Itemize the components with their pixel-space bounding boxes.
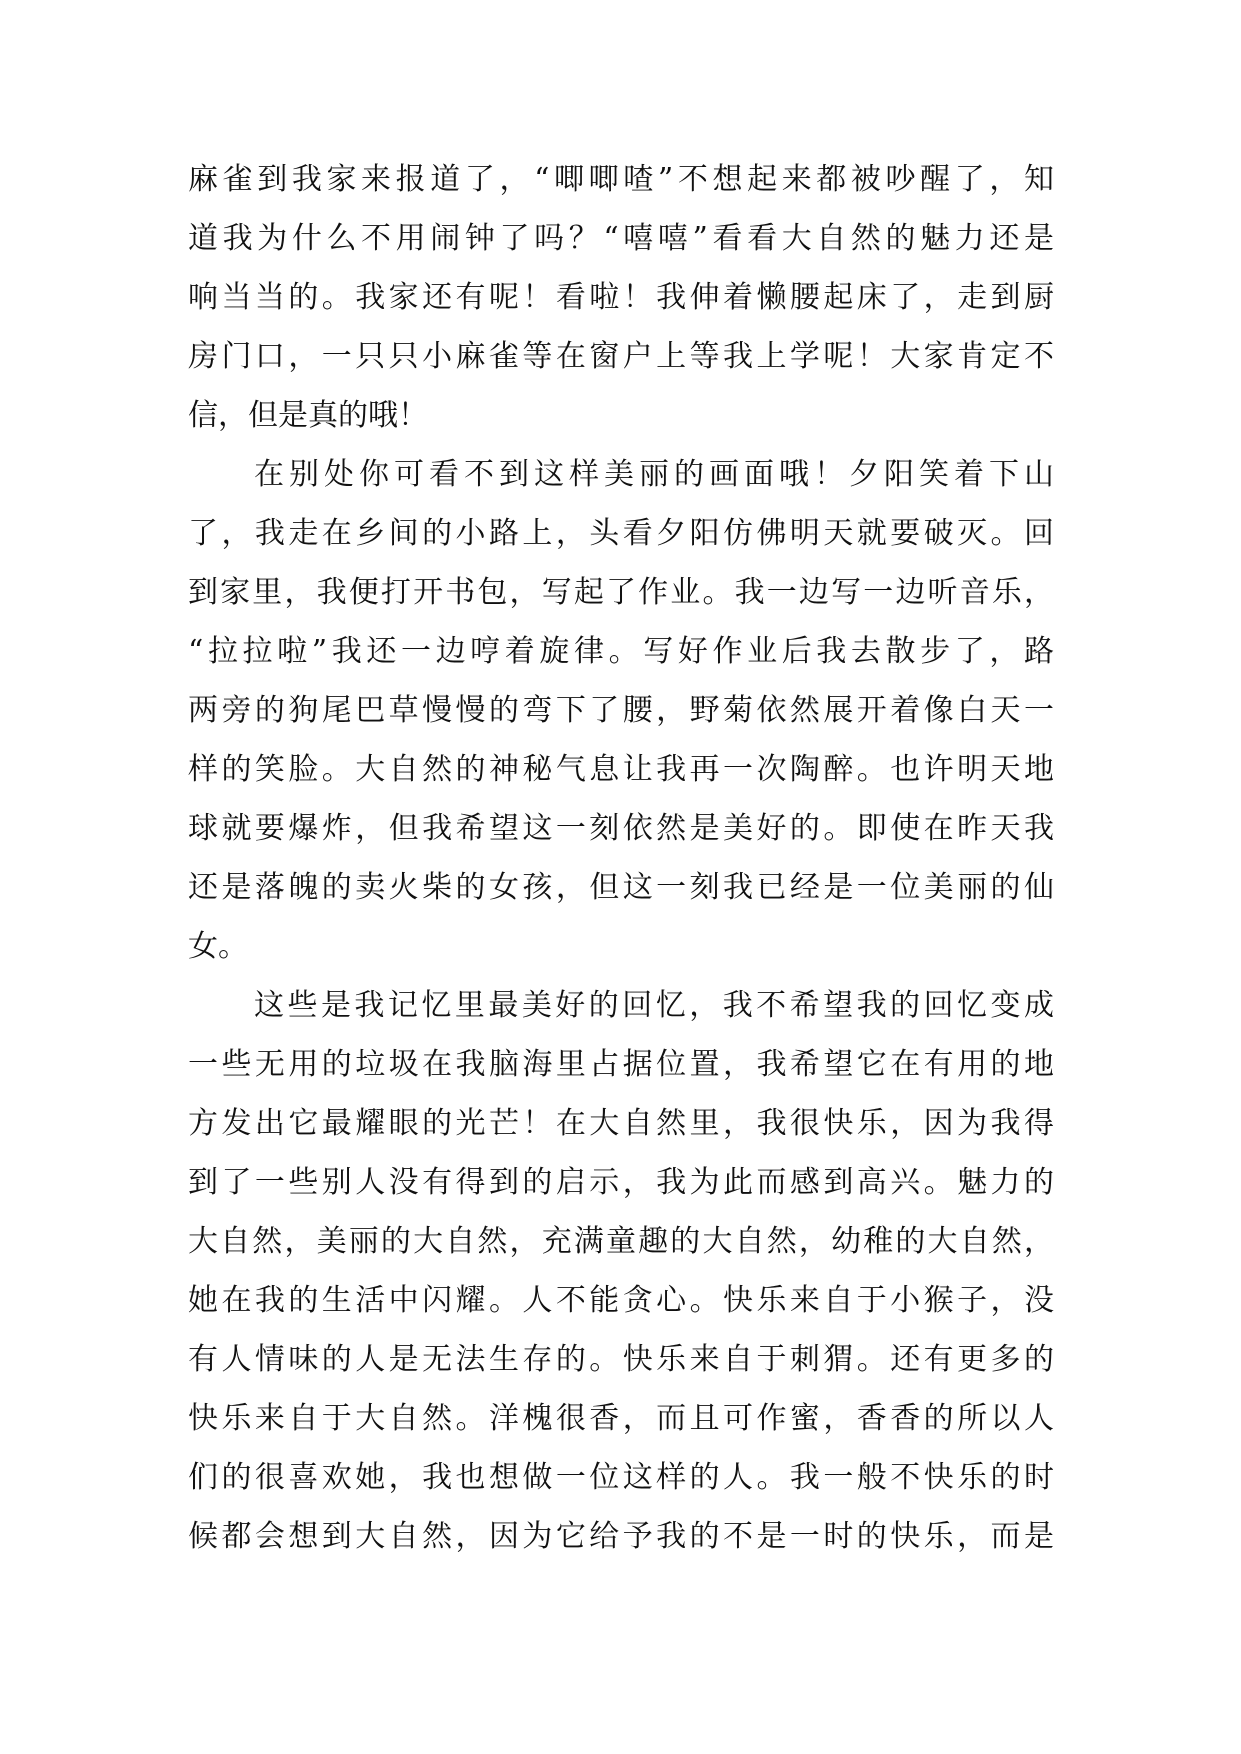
- text-line: 她在我的生活中闪耀。人不能贪心。快乐来自于小猴子，没: [188, 1283, 1054, 1318]
- text-line: 到家里，我便打开书包，写起了作业。我一边写一边听音乐，: [188, 575, 1054, 610]
- text-line: 球就要爆炸，但我希望这一刻依然是美好的。即使在昨天我: [188, 811, 1054, 846]
- paragraph-1: [188, 150, 1054, 445]
- text-line: 女。: [188, 929, 248, 964]
- text-line: 有人情味的人是无法生存的。快乐来自于刺猬。还有更多的: [188, 1342, 1054, 1377]
- text-line: 麻雀到我家来报道了，“唧唧喳”不想起来都被吵醒了，知: [188, 162, 1054, 197]
- text-line: 快乐来自于大自然。洋槐很香，而且可作蜜，香香的所以人: [188, 1401, 1054, 1436]
- text-line: 还是落魄的卖火柴的女孩，但这一刻我已经是一位美丽的仙: [188, 870, 1054, 905]
- text-line: 房门口，一只只小麻雀等在窗户上等我上学呢！大家肯定不: [188, 339, 1054, 374]
- text-line: 这些是我记忆里最美好的回忆，我不希望我的回忆变成: [254, 988, 1054, 1023]
- body-text: [188, 150, 1054, 1566]
- text-line: 响当当的。我家还有呢！看啦！我伸着懒腰起床了，走到厨: [188, 280, 1054, 315]
- text-line: 方发出它最耀眼的光芒！在大自然里，我很快乐，因为我得: [188, 1106, 1054, 1141]
- text-line: 信，但是真的哦！: [188, 398, 428, 433]
- paragraph-2: [188, 445, 1054, 976]
- text-line: 们的很喜欢她，我也想做一位这样的人。我一般不快乐的时: [188, 1460, 1054, 1495]
- text-line: 样的笑脸。大自然的神秘气息让我再一次陶醉。也许明天地: [188, 752, 1054, 787]
- text-line: 在别处你可看不到这样美丽的画面哦！夕阳笑着下山: [254, 457, 1054, 492]
- text-line: 了，我走在乡间的小路上，头看夕阳仿佛明天就要破灭。回: [188, 516, 1054, 551]
- paragraph-3: [188, 976, 1054, 1566]
- text-line: 一些无用的垃圾在我脑海里占据位置，我希望它在有用的地: [188, 1047, 1054, 1082]
- text-line: 道我为什么不用闹钟了吗？“嘻嘻”看看大自然的魅力还是: [188, 221, 1054, 256]
- text-line: 到了一些别人没有得到的启示，我为此而感到高兴。魅力的: [188, 1165, 1054, 1200]
- text-line: 两旁的狗尾巴草慢慢的弯下了腰，野菊依然展开着像白天一: [188, 693, 1054, 728]
- text-line: 候都会想到大自然，因为它给予我的不是一时的快乐，而是: [188, 1519, 1054, 1554]
- text-line: “拉拉啦”我还一边哼着旋律。写好作业后我去散步了，路: [188, 634, 1054, 669]
- text-line: 大自然，美丽的大自然，充满童趣的大自然，幼稚的大自然，: [188, 1224, 1054, 1259]
